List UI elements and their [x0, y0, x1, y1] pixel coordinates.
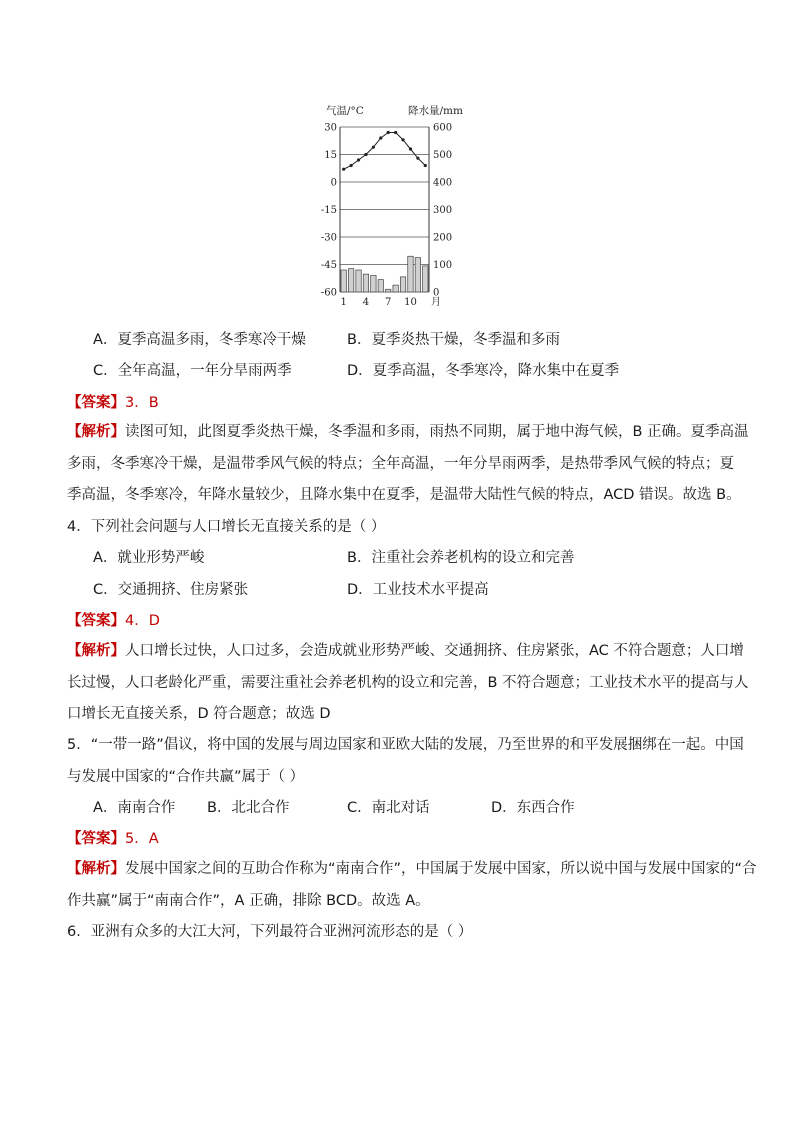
q5-answer: [67, 829, 727, 849]
precip-bar: [393, 285, 398, 292]
q3-option-c: C．全年高温，一年分旱雨两季: [93, 363, 292, 379]
temp-tick-label: -60: [320, 287, 337, 299]
temperature-point: [409, 147, 412, 150]
precip-tick-label: 100: [433, 260, 453, 271]
precip-tick-label: 600: [433, 122, 453, 134]
precip-bar: [378, 280, 383, 292]
precip-bar: [348, 269, 353, 292]
q5-stem-line-1: 5．“一带一路”倡议，将中国的发展与周边国家和亚欧大陆的发展，乃至世界的和平发展捆绑在一起。中国: [67, 737, 744, 753]
q4-option-b: B．注重社会养老机构的设立和完善: [347, 550, 575, 566]
q5-stem-line-2: 与发展中国家的“合作共赢”属于（ ）: [67, 768, 305, 785]
temp-tick-label: 0: [330, 177, 337, 189]
q4-analysis: [67, 636, 749, 731]
q3-option-b: B．夏季炎热干燥，冬季温和多雨: [347, 332, 560, 348]
analysis-line-3: 口增长无直接关系，D 符合题意；故选 D: [67, 706, 331, 722]
precip-bar: [356, 270, 361, 292]
temp-tick-label: -30: [320, 232, 337, 244]
answer-value: 5．A: [125, 831, 159, 847]
precip-bar: [400, 277, 405, 292]
precip-bar: [371, 276, 376, 293]
month-tick-label: 1: [340, 297, 347, 308]
temperature-point: [372, 146, 375, 149]
precip-bar: [423, 266, 428, 292]
temperature-line: [344, 133, 426, 170]
answer-tag: 【答案】: [67, 613, 125, 629]
precip-tick-label: 200: [433, 232, 453, 244]
q5-option-b: B．北北合作: [207, 800, 290, 816]
q5-option-a: A．南南合作: [93, 800, 176, 816]
analysis-tag: 【解析】: [67, 424, 125, 440]
answer-tag: 【答案】: [67, 395, 125, 411]
analysis-tag: 【解析】: [67, 861, 125, 877]
q5-analysis: [67, 854, 757, 917]
month-tick-label: 7: [385, 297, 392, 308]
temp-axis-label: 气温/°C: [326, 105, 364, 117]
precip-bar: [386, 289, 391, 292]
temperature-point: [379, 136, 382, 139]
q3-option-d: D．夏季高温，冬季寒冷，降水集中在夏季: [347, 363, 620, 379]
temperature-point: [364, 153, 367, 156]
temp-tick-label: 30: [324, 122, 337, 134]
temperature-point: [342, 168, 345, 171]
q3-answer: [67, 393, 727, 413]
temperature-point: [394, 131, 397, 134]
q3-analysis: [67, 417, 749, 512]
q5-option-c: C．南北对话: [347, 800, 430, 816]
temperature-point: [357, 158, 360, 161]
month-unit-label: 月: [431, 297, 441, 308]
precip-tick-label: 400: [433, 177, 453, 189]
q5-stem: [67, 730, 744, 793]
temperature-point: [387, 131, 390, 134]
answer-value: 3．B: [125, 395, 159, 411]
climate-chart: [318, 100, 478, 312]
month-tick-label: 4: [362, 297, 370, 308]
precip-tick-label: 0: [433, 287, 440, 299]
temp-tick-label: 15: [324, 150, 337, 161]
analysis-line-1: 发展中国家之间的互助合作称为“南南合作”，中国属于发展中国家，所以说中国与发展中国家的“合: [125, 861, 757, 877]
precip-bar: [363, 274, 368, 292]
q4-option-d: D．工业技术水平提高: [347, 582, 489, 598]
q4-option-a: A．就业形势严峻: [93, 550, 205, 566]
answer-value: 4．D: [125, 613, 160, 629]
temp-tick-label: -15: [320, 205, 337, 216]
q3-option-a: A．夏季高温多雨，冬季寒冷干燥: [93, 332, 306, 348]
precip-axis-label: 降水量/mm: [408, 105, 463, 117]
analysis-tag: 【解析】: [67, 643, 125, 659]
month-tick-label: 10: [404, 297, 417, 308]
temperature-point: [350, 164, 353, 167]
answer-tag: 【答案】: [67, 831, 125, 847]
analysis-line-3: 季高温，冬季寒冷，年降水量较少，且降水集中在夏季，是温带大陆性气候的特点，ACD 错误。故选 B。: [67, 487, 741, 503]
analysis-line-2: 多雨，冬季寒冷干燥，是温带季风气候的特点；全年高温，一年分旱雨两季，是热带季风气候的特点；夏: [67, 455, 734, 472]
precip-bar: [415, 258, 420, 292]
analysis-line-2: 作共赢”属于“南南合作”，A 正确，排除 BCD。故选 A。: [67, 892, 430, 909]
precip-bar: [408, 256, 413, 292]
precip-tick-label: 500: [433, 150, 453, 161]
q6-stem: 6．亚洲有众多的大江大河，下列最符合亚洲河流形态的是（ ）: [67, 924, 473, 940]
q4-stem: 4．下列社会问题与人口增长无直接关系的是（ ）: [67, 519, 386, 535]
temperature-point: [424, 164, 427, 167]
temp-tick-label: -45: [320, 260, 337, 271]
temperature-point: [401, 138, 404, 141]
precip-bar: [341, 270, 346, 292]
temperature-point: [416, 157, 419, 160]
analysis-line-1: 人口增长过快，人口过多，会造成就业形势严峻、交通拥挤、住房紧张，AC 不符合题意；人口增: [125, 643, 744, 659]
analysis-line-2: 长过慢，人口老龄化严重，需要注重社会养老机构的设立和完善，B 不符合题意；工业技术水平的提高与人: [67, 674, 749, 691]
q5-option-d: D．东西合作: [491, 800, 575, 816]
chart-plot-area: [321, 123, 452, 309]
precip-tick-label: 300: [433, 205, 453, 216]
q4-answer: [67, 611, 727, 631]
q4-option-c: C．交通拥挤、住房紧张: [93, 582, 249, 598]
climate-chart-svg: [318, 100, 478, 312]
analysis-line-1: 读图可知，此图夏季炎热干燥，冬季温和多雨，雨热不同期，属于地中海气候，B 正确。夏季高温: [125, 424, 749, 440]
